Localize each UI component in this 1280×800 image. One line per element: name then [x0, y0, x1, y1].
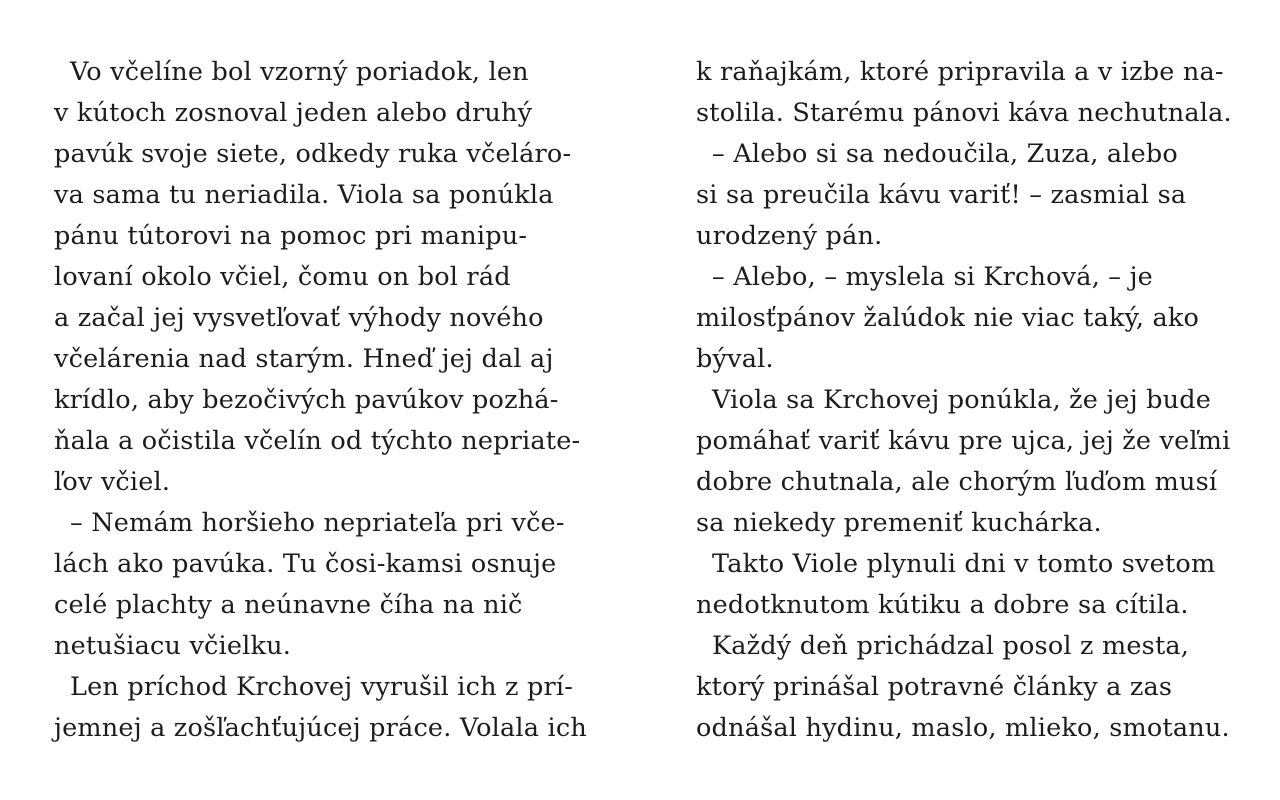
left-text-column: [54, 52, 594, 749]
text-line: včelárenia nad starým. Hneď jej dal aj: [54, 344, 554, 374]
text-line: stolila. Starému pánovi káva nechutnala.: [696, 98, 1232, 128]
text-line: v kútoch zosnoval jeden alebo druhý: [54, 98, 533, 128]
text-line: pomáhať variť kávu pre ujca, jej že veľmi: [696, 426, 1231, 456]
text-line: urodzený pán.: [696, 221, 883, 251]
text-line: k raňajkám, ktoré pripravila a v izbe na-: [696, 57, 1224, 87]
text-line: netušiacu včielku.: [54, 631, 292, 661]
text-line: krídlo, aby bezočivých pavúkov pozhá-: [54, 385, 559, 415]
text-line: a začal jej vysvetľovať výhody nového: [54, 303, 544, 333]
text-line: Viola sa Krchovej ponúkla, že jej bude: [712, 385, 1212, 415]
text-line: lovaní okolo včiel, čomu on bol rád: [54, 262, 511, 292]
text-line: celé plachty a neúnavne číha na nič: [54, 590, 523, 620]
text-line: pánu tútorovi na pomoc pri manipu-: [54, 221, 528, 251]
text-line: Každý deň prichádzal posol z mesta,: [712, 631, 1190, 661]
text-line: milosťpánov žalúdok nie viac taký, ako: [696, 303, 1200, 333]
text-line: va sama tu neriadila. Viola sa ponúkla: [54, 180, 554, 210]
text-line: Vo včelíne bol vzorný poriadok, len: [70, 57, 529, 87]
text-line: – Alebo si sa nedoučila, Zuza, alebo: [712, 139, 1178, 169]
text-line: Takto Viole plynuli dni v tomto svetom: [712, 549, 1216, 579]
text-line: ľov včiel.: [54, 467, 171, 497]
text-line: si sa preučila kávu variť! – zasmial sa: [696, 180, 1187, 210]
right-text-column: [696, 52, 1236, 749]
text-line: – Nemám horšieho nepriateľa pri vče-: [70, 508, 565, 538]
text-line: pavúk svoje siete, odkedy ruka včeláro-: [54, 139, 572, 169]
text-line: lách ako pavúka. Tu čosi-kamsi osnuje: [54, 549, 557, 579]
text-line: býval.: [696, 344, 774, 374]
text-line: Len príchod Krchovej vyrušil ich z prí-: [70, 672, 574, 702]
text-line: ňala a očistila včelín od týchto nepriate-: [54, 426, 581, 456]
text-line: nedotknutom kútiku a dobre sa cítila.: [696, 590, 1189, 620]
text-line: sa niekedy premeniť kuchárka.: [696, 508, 1102, 538]
text-line: odnášal hydinu, maslo, mlieko, smotanu.: [696, 713, 1230, 743]
text-line: ktorý prinášal potravné články a zas: [696, 672, 1173, 702]
text-line: – Alebo, – myslela si Krchová, – je: [712, 262, 1153, 292]
text-line: dobre chutnala, ale chorým ľuďom musí: [696, 467, 1218, 497]
text-line: jemnej a zošľachťujúcej práce. Volala ich: [54, 713, 587, 743]
